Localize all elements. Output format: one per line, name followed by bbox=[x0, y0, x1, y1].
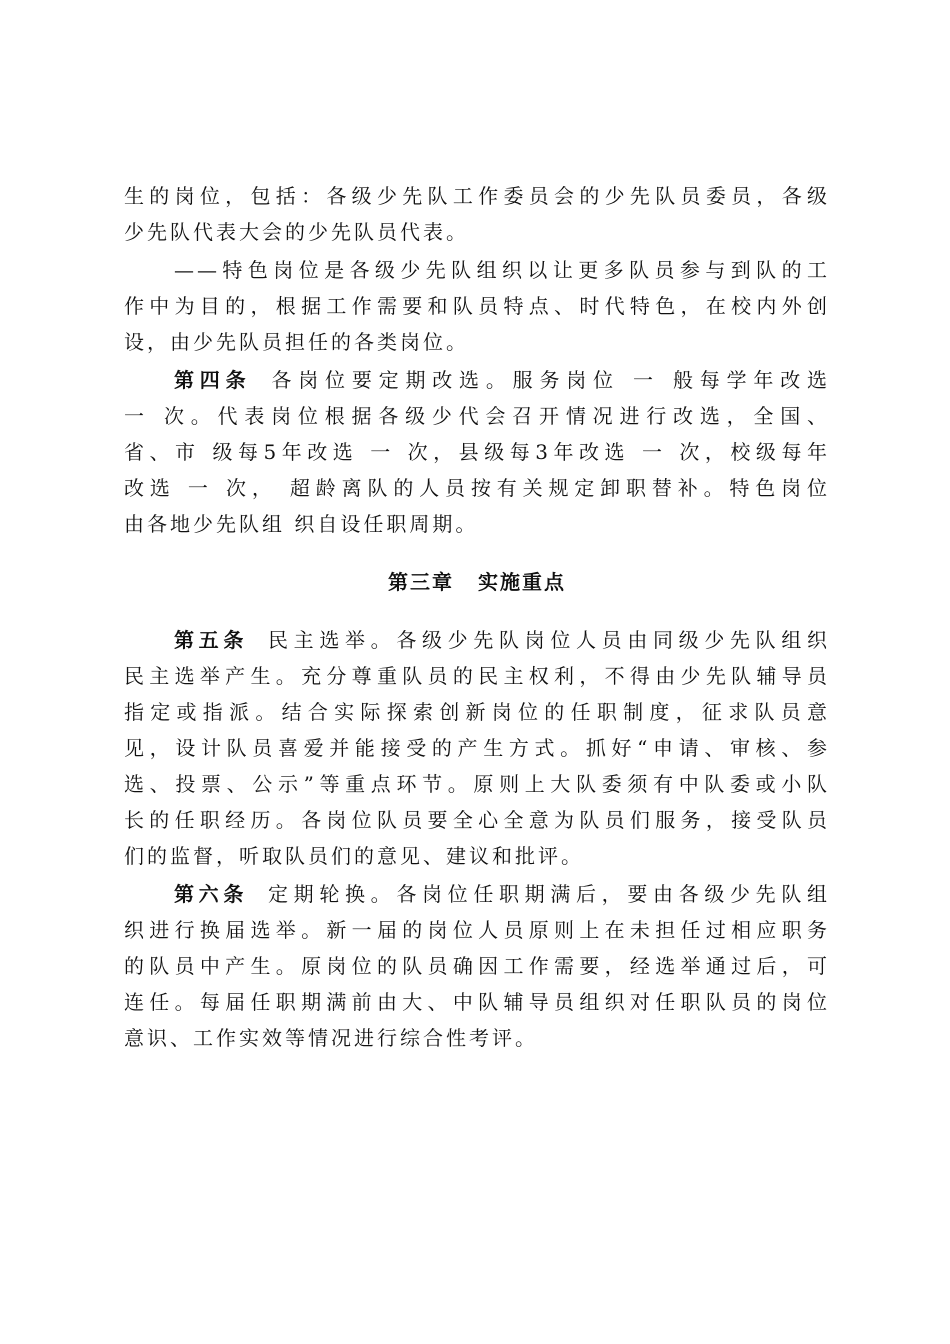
text-line: 指定或指派。结合实际探索创新岗位的任职制度，征求队员意 bbox=[124, 700, 830, 724]
text-line: 由各地少先队组 织自设任职周期。 bbox=[124, 512, 479, 536]
chapter-title: 实施重点 bbox=[478, 570, 566, 594]
article-4-text: 各岗位要定期改选。服务岗位 一 般每学年改选 bbox=[271, 368, 831, 392]
text-line: 长的任职经历。各岗位队员要全心全意为队员们服务，接受队员 bbox=[124, 808, 830, 832]
text-line: 作中为目的，根据工作需要和队员特点、时代特色，在校内外创 bbox=[124, 294, 830, 318]
text-line: 设，由少先队员担任的各类岗位。 bbox=[124, 330, 469, 354]
text-line: 民主选举产生。充分尊重队员的民主权利，不得由少先队辅导员 bbox=[124, 664, 830, 688]
text-line: 连任。每届任职期满前由大、中队辅导员组织对任职队员的岗位 bbox=[124, 990, 830, 1014]
text-line: 少先队代表大会的少先队员代表。 bbox=[124, 220, 469, 244]
article-5-text: 民主选举。各级少先队岗位人员由同级少先队组织 bbox=[268, 628, 830, 652]
paragraph-representative-positions bbox=[124, 178, 830, 250]
article-5 bbox=[124, 622, 830, 874]
article-6-heading: 第六条 bbox=[174, 882, 248, 906]
chapter-heading bbox=[124, 564, 830, 600]
text-line: 生的岗位，包括：各级少先队工作委员会的少先队员委员，各级 bbox=[124, 184, 830, 208]
text-line: 织进行换届选举。新一届的岗位人员原则上在未担任过相应职务 bbox=[124, 918, 830, 942]
paragraph-special-positions bbox=[124, 252, 830, 360]
document-page bbox=[124, 178, 830, 1056]
text-line bbox=[124, 622, 830, 658]
article-6-text: 定期轮换。各岗位任职期满后，要由各级少先队组 bbox=[268, 882, 830, 906]
text-line: 见，设计队员喜爱并能接受的产生方式。抓好“申请、审核、参 bbox=[124, 736, 830, 760]
text-line: 的队员中产生。原岗位的队员确因工作需要，经选举通过后，可 bbox=[124, 954, 830, 978]
chapter-number: 第三章 bbox=[388, 570, 454, 594]
article-5-heading: 第五条 bbox=[174, 628, 248, 652]
text-line bbox=[124, 876, 830, 912]
text-line: 改选 一 次， 超龄离队的人员按有关规定卸职替补。特色岗位 bbox=[124, 476, 830, 500]
article-4 bbox=[124, 362, 830, 542]
text-line: 选、投票、公示”等重点环节。原则上大队委须有中队委或小队 bbox=[124, 772, 830, 796]
text-line bbox=[124, 362, 830, 398]
text-line: 们的监督，听取队员们的意见、建议和批评。 bbox=[124, 844, 584, 868]
text-line: 一 次。代表岗位根据各级少代会召开情况进行改选，全国、 bbox=[124, 404, 830, 428]
article-6 bbox=[124, 876, 830, 1056]
article-4-heading: 第四条 bbox=[174, 368, 252, 392]
text-line: ——特色岗位是各级少先队组织以让更多队员参与到队的工 bbox=[174, 258, 830, 282]
text-line: 意识、工作实效等情况进行综合性考评。 bbox=[124, 1026, 538, 1050]
text-line: 省、市 级每5年改选 一 次，县级每3年改选 一 次，校级每年 bbox=[124, 440, 830, 464]
